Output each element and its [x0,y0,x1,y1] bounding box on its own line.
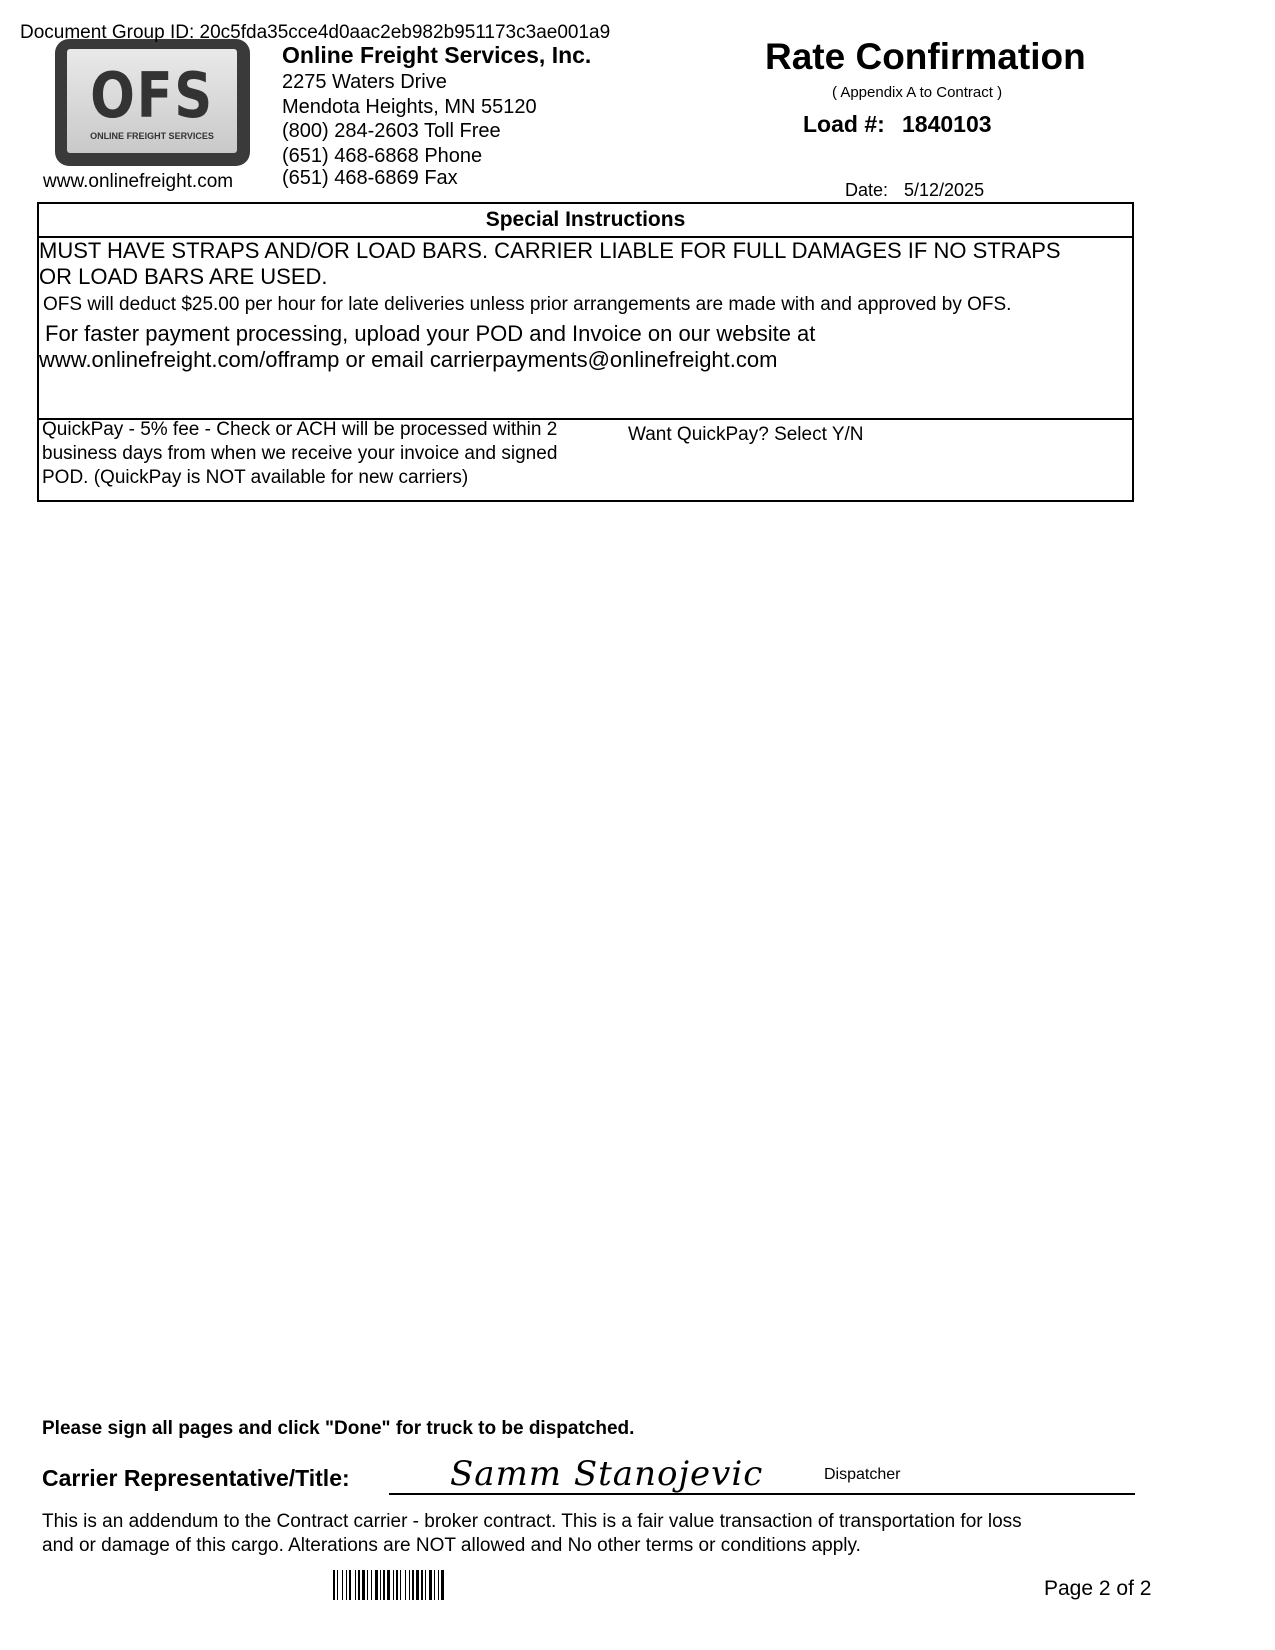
instruction-payment-line2: www.onlinefreight.com/offramp or email carrierpayments@onlinefreight.com [39,347,778,372]
addendum-line1: This is an addendum to the Contract carrier - broker contract. This is a fair value transaction of transportation for loss [42,1511,1022,1532]
logo-subtitle: ONLINE FREIGHT SERVICES [90,131,214,141]
sign-instruction: Please sign all pages and click "Done" for truck to be dispatched. [42,1418,635,1439]
special-instructions-box [37,202,1134,502]
address-line1: 2275 Waters Drive [282,71,447,93]
company-website: www.onlinefreight.com [43,171,234,192]
page-title: Rate Confirmation [765,36,1086,77]
instruction-straps-line1: MUST HAVE STRAPS AND/OR LOAD BARS. CARRIER LIABLE FOR FULL DAMAGES IF NO STRAPS [39,238,1061,263]
special-instructions-heading: Special Instructions [485,208,686,231]
rep-title[interactable]: Dispatcher [824,1466,901,1483]
addendum-line2: and or damage of this cargo. Alterations are NOT allowed and No other terms or conditions apply. [42,1535,861,1556]
signature-line [389,1493,1135,1495]
load-number: 1840103 [902,111,992,137]
quickpay-line2: business days from when we receive your invoice and signed [42,443,558,464]
fax-number: (651) 468-6869 Fax [282,167,458,189]
ofs-logo [55,39,250,166]
quickpay-select-field[interactable]: Want QuickPay? Select Y/N [628,424,864,445]
quickpay-line1: QuickPay - 5% fee - Check or ACH will be processed within 2 [42,419,558,440]
instruction-straps-line2: OR LOAD BARS ARE USED. [39,264,328,289]
instruction-late-delivery: OFS will deduct $25.00 per hour for late deliveries unless prior arrangements are made with and approved by OFS. [43,294,1012,315]
load-label: Load #: [803,111,885,137]
carrier-rep-label: Carrier Representative/Title: [42,1465,350,1491]
logo-letters: OFS [90,59,214,132]
barcode [333,1570,537,1600]
logo-plate [67,49,237,153]
instruction-payment-line1: For faster payment processing, upload your POD and Invoice on our website at [45,321,816,346]
page-number: Page 2 of 2 [1044,1577,1152,1600]
signature[interactable]: Samm Stanojevic [450,1454,764,1494]
appendix-note: ( Appendix A to Contract ) [832,84,1003,101]
date-value: 5/12/2025 [904,180,985,200]
date-label: Date: [845,180,889,200]
phone-number: (651) 468-6868 Phone [282,145,483,167]
address-line2: Mendota Heights, MN 55120 [282,96,537,118]
toll-free-number: (800) 284-2603 Toll Free [282,120,501,142]
company-name: Online Freight Services, Inc. [282,42,592,68]
document-group-id: Document Group ID: 20c5fda35cce4d0aac2eb982b951173c3ae001a9 [20,22,611,43]
quickpay-line3: POD. (QuickPay is NOT available for new carriers) [42,467,469,488]
